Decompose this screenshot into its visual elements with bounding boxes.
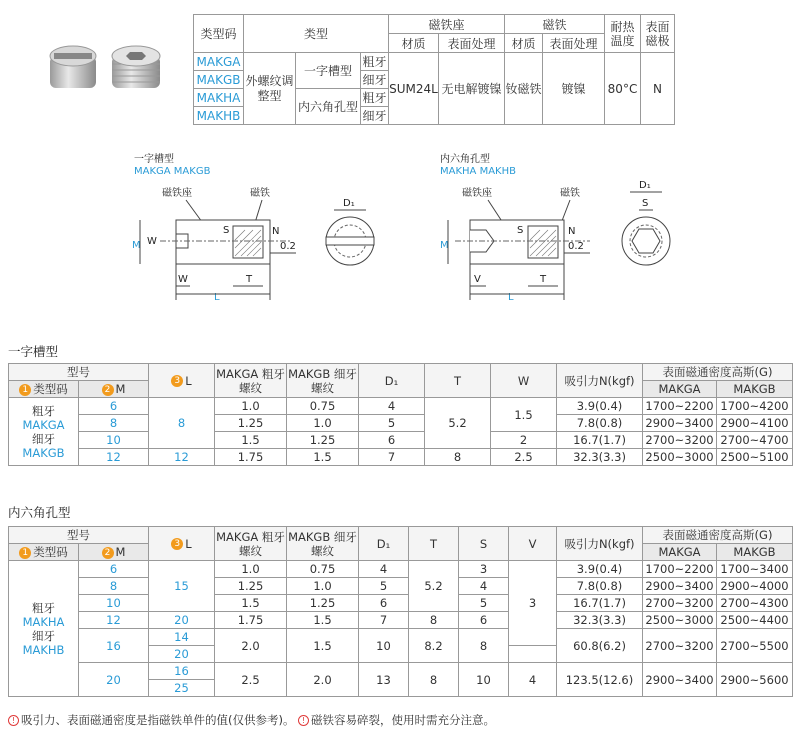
fine-1: 细牙 <box>361 71 389 89</box>
table-row: 粗牙 MAKHA 细牙 MAKHB 6 15 1.0 0.75 4 5.2 3 3 3.9(0.4) 1700~2200 1700~3400 <box>9 561 793 578</box>
drawing-left-codes: MAKGA MAKGB <box>134 166 211 177</box>
drawing-right-title: 内六角孔型 <box>440 154 490 165</box>
hex-h-flux: 表面磁通密度高斯(G) <box>643 527 793 544</box>
drawing-right-s: S <box>517 225 524 236</box>
drawing-left-seat-label: 磁铁座 <box>162 188 192 199</box>
table-row: 8 1.25 1.0 5 4 7.8(0.8) 2900~3400 2900~4000 <box>9 578 793 595</box>
table-row: 8 1.25 1.0 5 7.8(0.8) 2900~3400 2900~4100 <box>9 415 793 432</box>
slot-h-w: W <box>491 364 557 398</box>
type-table <box>193 14 675 125</box>
drawing-left-w: W <box>147 236 157 247</box>
slot-code-label: 粗牙 MAKGA 细牙 MAKGB <box>9 398 79 466</box>
product-photo <box>46 40 166 92</box>
drawing-right-v: V <box>474 274 481 285</box>
slot-section-title: 一字槽型 <box>8 344 59 359</box>
slot-h-l: 3 L <box>149 364 215 398</box>
drawing-left-t: T <box>246 274 253 285</box>
hex-spec-table <box>8 526 793 697</box>
hex-h-d1: D₁ <box>359 527 409 561</box>
code-makha: MAKHA <box>194 89 244 107</box>
table-row: 12 12 1.75 1.5 7 8 2.5 32.3(3.3) 2500~3000 2500~5100 <box>9 449 793 466</box>
header-mag-surf: 表面处理 <box>543 34 605 53</box>
drawing-left-d1: D₁ <box>343 198 355 209</box>
header-heat: 耐热温度 <box>605 15 641 53</box>
seat-surface: 无电解镀镍 <box>439 53 505 125</box>
heat-value: 80°C <box>605 53 641 125</box>
table-row: 16 14 2.0 1.5 10 8.2 8 60.8(6.2) 2700~3200 2700~5500 <box>9 629 793 646</box>
drawing-left-gap: 0.2 <box>280 241 296 252</box>
hex-h-fa: MAKGA <box>643 544 717 561</box>
hex-h-v: V <box>509 527 557 561</box>
code-makgb: MAKGB <box>194 71 244 89</box>
code-makhb: MAKHB <box>194 107 244 125</box>
hex-type: 内六角孔型 <box>296 89 361 125</box>
hex-h-model: 型号 <box>9 527 149 544</box>
table-row: 20 <box>9 646 793 663</box>
slot-h-fine: MAKGB 细牙螺纹 <box>287 364 359 398</box>
table-row: 粗牙 MAKGA 细牙 MAKGB 6 8 1.0 0.75 4 5.2 1.5 3.9(0.4) 1700~2200 1700~4200 <box>9 398 793 415</box>
warning-icon: ! <box>8 715 19 726</box>
drawing-right-d1: D₁ <box>639 180 651 191</box>
slot-spec-table <box>8 363 793 466</box>
slot-type: 一字槽型 <box>296 53 361 89</box>
slot-h-model: 型号 <box>9 364 149 381</box>
drawing-right-n: N <box>568 226 576 237</box>
drawing-right-m: M <box>440 240 449 251</box>
drawing-left-l: L <box>214 292 220 303</box>
seat-material: SUM24L <box>389 53 439 125</box>
header-magnet: 磁铁 <box>505 15 605 34</box>
magnet-material: 钕磁铁 <box>505 53 543 125</box>
header-pole: 表面磁极 <box>641 15 675 53</box>
header-seat-mat: 材质 <box>389 34 439 53</box>
hex-h-coarse: MAKGA 粗牙螺纹 <box>215 527 287 561</box>
hex-h-t: T <box>409 527 459 561</box>
hex-h-force: 吸引力N(kgf) <box>557 527 643 561</box>
hex-h-fine: MAKGB 细牙螺纹 <box>287 527 359 561</box>
fine-2: 细牙 <box>361 107 389 125</box>
hex-h-code: 1 类型码 <box>9 544 79 561</box>
note-1: ! 吸引力、表面磁通密度是指磁铁单件的值(仅供参考)。 <box>8 712 294 728</box>
drawing-left-title: 一字槽型 <box>134 154 174 165</box>
table-row: 25 <box>9 680 793 697</box>
slot-h-t: T <box>425 364 491 398</box>
badge-3: 3 <box>171 375 183 387</box>
drawing-left-w2: W <box>178 274 188 285</box>
warning-icon: ! <box>298 715 309 726</box>
coarse-2: 粗牙 <box>361 89 389 107</box>
hex-section-title: 内六角孔型 <box>8 505 71 520</box>
magnet-surface: 镀镍 <box>543 53 605 125</box>
drawing-right-l: L <box>508 292 514 303</box>
coarse-1: 粗牙 <box>361 53 389 71</box>
drawing-right-s2: S <box>642 198 649 209</box>
table-row: 12 20 1.75 1.5 7 8 6 32.3(3.3) 2500~3000 2500~4400 <box>9 612 793 629</box>
table-row: 10 1.5 1.25 6 2 16.7(1.7) 2700~3200 2700~4700 <box>9 432 793 449</box>
slot-h-fa: MAKGA <box>643 381 717 398</box>
code-makga: MAKGA <box>194 53 244 71</box>
note-2: ! 磁铁容易碎裂，使用时需充分注意。 <box>298 712 495 728</box>
header-code: 类型码 <box>194 15 244 53</box>
slot-h-coarse: MAKGA 粗牙螺纹 <box>215 364 287 398</box>
drawing-right-seat-label: 磁铁座 <box>462 188 492 199</box>
drawing-right-magnet-label: 磁铁 <box>560 188 580 199</box>
technical-drawing <box>0 148 800 308</box>
hex-h-fb: MAKGB <box>717 544 793 561</box>
drawing-right-t: T <box>540 274 547 285</box>
badge-1: 1 <box>19 384 31 396</box>
slot-h-fb: MAKGB <box>717 381 793 398</box>
slot-h-force: 吸引力N(kgf) <box>557 364 643 398</box>
table-row: 20 16 2.5 2.0 13 8 10 4 123.5(12.6) 2900~3400 2900~5600 <box>9 663 793 680</box>
header-type: 类型 <box>244 15 389 53</box>
slot-h-m: 2 M <box>79 381 149 398</box>
hex-code-label: 粗牙 MAKHA 细牙 MAKHB <box>9 561 79 697</box>
drawing-right-codes: MAKHA MAKHB <box>440 166 516 177</box>
hex-h-s: S <box>459 527 509 561</box>
header-mag-mat: 材质 <box>505 34 543 53</box>
pole-value: N <box>641 53 675 125</box>
drawing-left-magnet-label: 磁铁 <box>250 188 270 199</box>
drawing-left-m: M <box>132 240 141 251</box>
slot-h-d1: D₁ <box>359 364 425 398</box>
drawing-left-n: N <box>272 226 280 237</box>
drawing-right-gap: 0.2 <box>568 241 584 252</box>
header-seat-surf: 表面处理 <box>439 34 505 53</box>
slot-h-flux: 表面磁通密度高斯(G) <box>643 364 793 381</box>
header-seat: 磁铁座 <box>389 15 505 34</box>
hex-h-l: 3 L <box>149 527 215 561</box>
hex-h-m: 2 M <box>79 544 149 561</box>
slot-h-code: 1 类型码 <box>9 381 79 398</box>
outer-type: 外螺纹调整型 <box>244 53 296 125</box>
badge-2: 2 <box>102 384 114 396</box>
drawing-left-s: S <box>223 225 230 236</box>
table-row: 10 1.5 1.25 6 5 16.7(1.7) 2700~3200 2700~4300 <box>9 595 793 612</box>
